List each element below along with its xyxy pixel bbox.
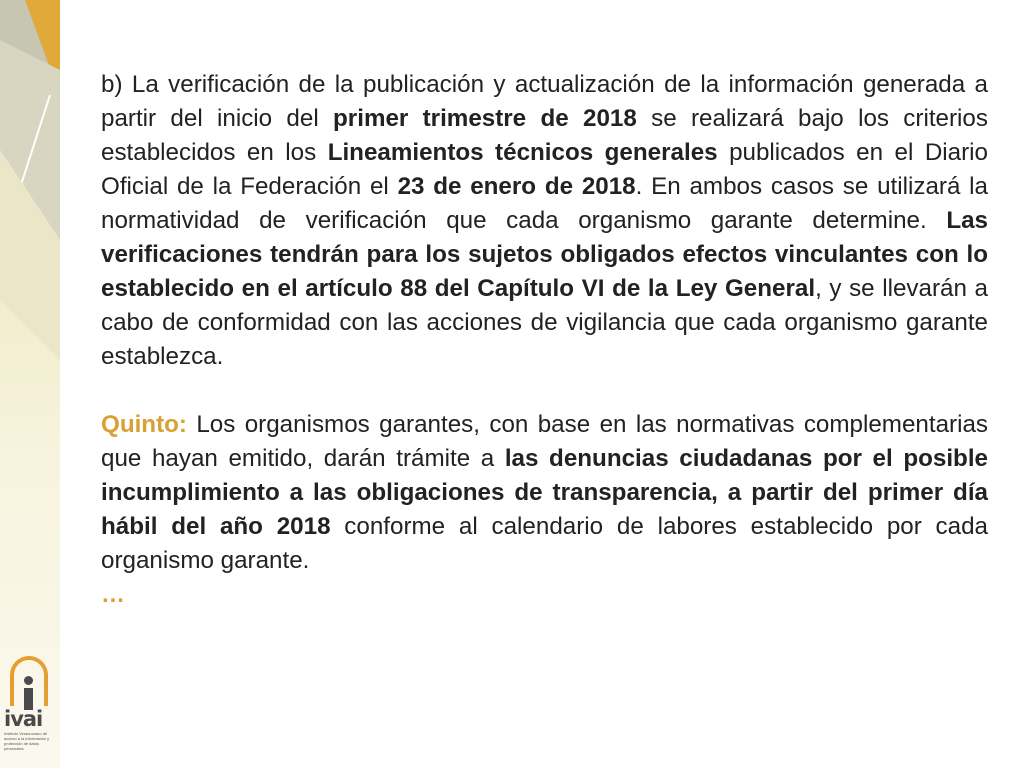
paragraph-b-text-2: se realizará bajo los criterios establecidos en los [101, 105, 988, 166]
quinto-label: Quinto: [101, 411, 187, 438]
paragraph-b-text-3: publicados en el Diario Oficial de la Federación el [101, 139, 989, 200]
ellipsis-marker: … [101, 581, 125, 608]
paragraph-b-text-4: . En ambos casos se utilizará la normatividad de verificación que cada organismo garante determine. [101, 173, 988, 234]
decorative-sidebar [0, 0, 60, 768]
paragraph-quinto [101, 408, 988, 578]
paragraph-quinto-bold-1: las denuncias ciudadanas por el posible incumplimiento a las obligaciones de transparencia, a partir del primer día hábil del año 2018 [101, 445, 988, 540]
ivai-logo [4, 656, 56, 752]
logo-wordmark: ivai [4, 707, 43, 731]
paragraph-b-bold-1: primer trimestre de 2018 [333, 105, 637, 132]
paragraph-b-text-1: b) La verificación de la publicación y actualización de la información generada a partir del inicio del [101, 71, 988, 132]
paragraph-b [101, 68, 988, 374]
paragraph-b-bold-3: 23 de enero de 2018 [397, 173, 636, 200]
slide-content [101, 68, 988, 612]
logo-i-dot [24, 676, 33, 685]
paragraph-b-bold-4: Las verificaciones tendrán para los sujetos obligados efectos vinculantes con lo establecido en el artículo 88 del Capítulo VI de la Ley General [101, 207, 988, 302]
sidebar-graphic [0, 0, 60, 768]
paragraph-b-bold-2: Lineamientos técnicos generales [327, 139, 718, 166]
paragraph-quinto-text-2: conforme al calendario de labores establecido por cada organismo garante. [101, 513, 989, 574]
paragraph-quinto-text-1: Los organismos garantes, con base en las normativas complementarias que hayan emitido, darán trámite a [101, 411, 988, 472]
logo-subtitle: Instituto Veracruzano de acceso a la información y protección de datos personales [4, 731, 50, 751]
paragraph-b-text-5: , y se llevarán a cabo de conformidad con las acciones de vigilancia que cada organismo garante establezca. [101, 275, 988, 370]
